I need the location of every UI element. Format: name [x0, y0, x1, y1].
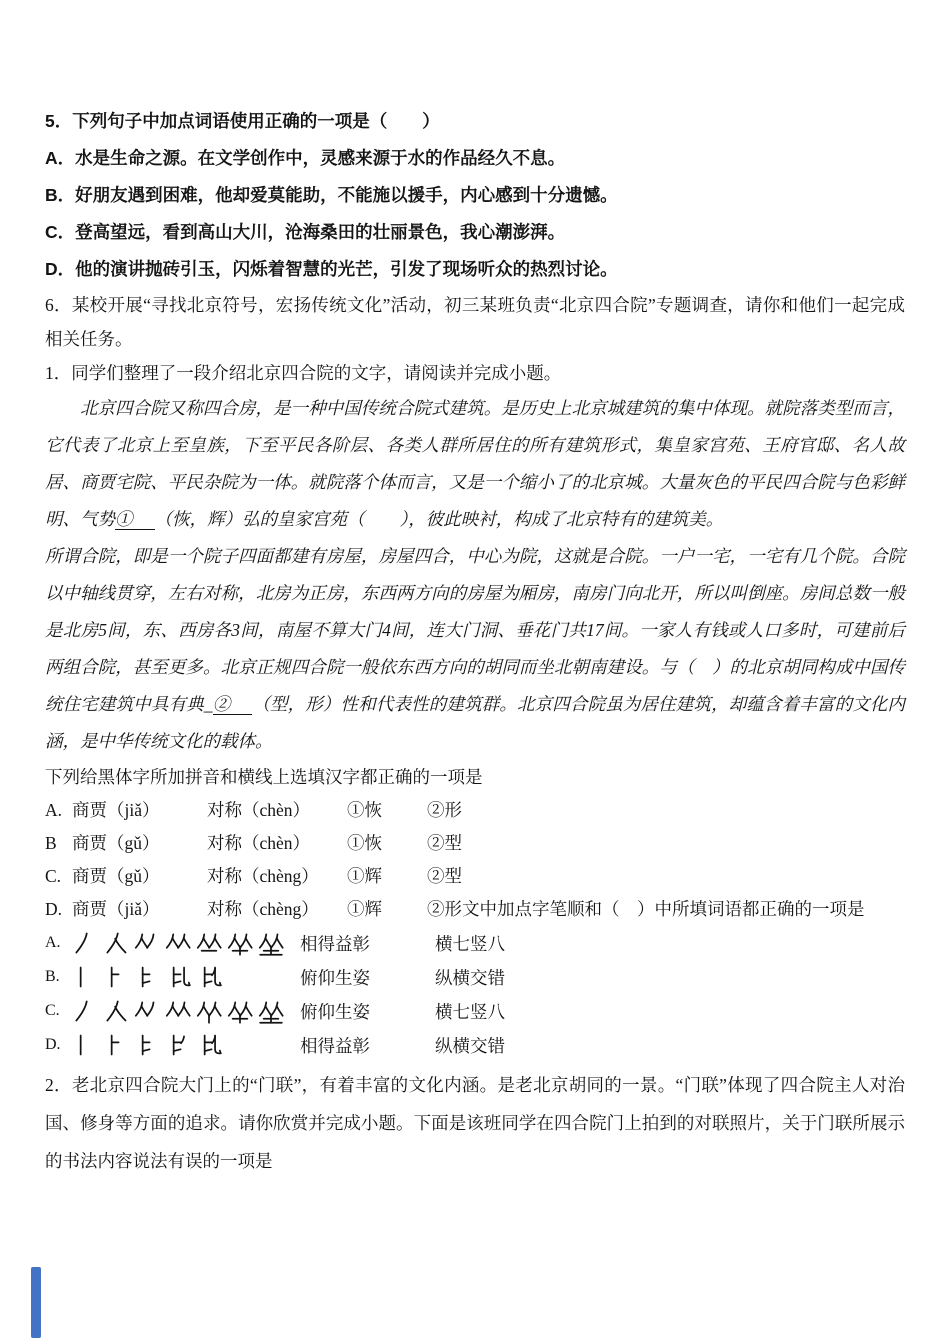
- passage-paragraph-1: [45, 390, 905, 538]
- blank-1-choice: ①恢: [347, 833, 382, 853]
- question-5-option-c: [45, 214, 905, 251]
- sub-question-1-heading: 下列给黑体字所加拼音和横线上选填汉字都正确的一项是: [45, 767, 483, 787]
- passage-text: （型，形）性和代表性的建筑群。北京四合院虽为居住建筑，却蕴含着丰富的文化内涵，是中华传统文化的载体。: [45, 694, 906, 751]
- question-5-option-a: [45, 140, 905, 177]
- idiom-2: 横七竖八: [435, 1001, 505, 1022]
- idiom-1: 俯仰生姿: [300, 1001, 370, 1022]
- option-text: 登高望远，看到高山大川，沧海桑田的壮丽景色，我心潮澎湃。: [75, 222, 566, 242]
- stroke-order-diagram-zuo: [72, 998, 300, 1024]
- option-label: C．: [45, 222, 76, 242]
- stroke-order-diagram-bei: [72, 1032, 300, 1058]
- run-on-text: 文中加点字笔顺和（ ）中所填词语都正确的一项是: [462, 899, 865, 919]
- option-label: D.: [45, 899, 63, 919]
- option-label: C.: [45, 866, 62, 886]
- passage-text: 所谓合院，即是一个院子四面都建有房屋，房屋四合，中心为院，这就是合院。一户一宅，一宅有几个院。合院以中轴线贯穿，左右对称，北房为正房，东西两方向的房屋为厢房，南房门向北开，所以叫倒座。房间总数一般是北房5间，东、西房各3间，南屋不算大门4间，连大门洞、垂花门共17间。一家人有钱或人口多时，可建前后两组合院，甚至更多。北京正规四合院一般依东西方向的胡同而坐北朝南建设。与（ ）的北京胡同构成中国传统住宅建筑中具有典_: [45, 546, 905, 714]
- pinyin-option-a: [45, 794, 905, 827]
- stroke-order-option-c: [45, 994, 905, 1028]
- option-label: A.: [45, 934, 61, 951]
- passage-text: 北京四合院又称四合房，是一种中国传统合院式建筑。是历史上北京城建筑的集中体现。就院落类型而言，它代表了北京上至皇族，下至平民各阶层、各类人群所居住的所有建筑形式，集皇家宫苑、王府官邸、名人故居、商贾宅院、平民杂院为一体。就院落个体而言，又是一个缩小了的北京城。大量灰色的平民四合院与色彩鲜明、气势: [45, 398, 905, 529]
- pinyin-duicheng: 对称（chèng）: [207, 866, 319, 886]
- option-label: B: [45, 833, 57, 853]
- pinyin-option-b: [45, 827, 905, 860]
- passage-paragraph-2: [45, 538, 905, 760]
- option-label: B.: [45, 968, 60, 985]
- stroke-order-diagram-zuo: [72, 930, 300, 956]
- pinyin-shangjia: 商贾（gǔ）: [72, 833, 160, 853]
- option-label: C.: [45, 1002, 60, 1019]
- option-label: A.: [45, 800, 63, 820]
- question-6-intro: 6．某校开展“寻找北京符号，宏扬传统文化”活动，初三某班负责“北京四合院”专题调查，请你和他们一起完成相关任务。: [45, 295, 905, 349]
- option-label: B．: [45, 185, 76, 205]
- pinyin-duicheng: 对称（chèn）: [207, 833, 311, 853]
- blank-1-choice: ①辉: [347, 899, 382, 919]
- blank-2-choice: ②型: [427, 866, 462, 886]
- blank-2-circled-number: ②: [213, 694, 253, 715]
- stroke-order-option-d: [45, 1028, 905, 1062]
- stroke-order-option-a: [45, 926, 905, 960]
- task-1-stem: 1．同学们整理了一段介绍北京四合院的文字，请阅读并完成小题。: [45, 363, 562, 383]
- passage-text: （恢，辉）弘的皇家宫苑（ ），彼此映衬，构成了北京特有的建筑美。: [154, 509, 724, 529]
- question-5-option-b: [45, 177, 905, 214]
- blank-1-choice: ①辉: [347, 866, 382, 886]
- idiom-2: 横七竖八: [435, 933, 505, 954]
- blank-2-choice: ②型: [427, 833, 462, 853]
- pinyin-option-c: [45, 860, 905, 893]
- option-label: D．: [45, 259, 76, 279]
- idiom-1: 相得益彰: [300, 933, 370, 954]
- idiom-2: 纵横交错: [435, 1035, 505, 1056]
- pinyin-duicheng: 对称（chèn）: [207, 800, 311, 820]
- question-5-stem: 5．下列句子中加点词语使用正确的一项是（ ）: [45, 111, 440, 131]
- question-5-option-d: [45, 251, 905, 288]
- idiom-2: 纵横交错: [435, 967, 505, 988]
- stroke-order-option-b: [45, 960, 905, 994]
- option-text: 他的演讲抛砖引玉，闪烁着智慧的光芒，引发了现场听众的热烈讨论。: [75, 259, 618, 279]
- pinyin-duicheng: 对称（chèng）: [207, 899, 319, 919]
- blank-1-circled-number: ①: [115, 509, 155, 530]
- task-2-stem: 2．老北京四合院大门上的“门联”，有着丰富的文化内涵。是老北京胡同的一景。“门联”体现了四合院主人对治国、修身等方面的追求。请你欣赏并完成小题。下面是该班同学在四合院门上拍到的对联照片，关于门联所展示的书法内容说法有误的一项是: [45, 1075, 905, 1171]
- option-label: D.: [45, 1036, 61, 1053]
- option-text: 水是生命之源。在文学创作中，灵感来源于水的作品经久不息。: [75, 148, 566, 168]
- pinyin-shangjia: 商贾（jiǎ）: [72, 899, 160, 919]
- option-label: A．: [45, 148, 76, 168]
- idiom-1: 俯仰生姿: [300, 967, 370, 988]
- blank-1-choice: ①恢: [347, 800, 382, 820]
- pinyin-shangjia: 商贾（gǔ）: [72, 866, 160, 886]
- pinyin-option-d: [45, 893, 905, 926]
- pinyin-shangjia: 商贾（jiǎ）: [72, 800, 160, 820]
- stroke-order-diagram-bei: [72, 964, 300, 990]
- blank-2-choice: ②形: [427, 899, 462, 919]
- text-cursor-bar: [31, 1267, 41, 1338]
- idiom-1: 相得益彰: [300, 1035, 370, 1056]
- option-text: 好朋友遇到困难，他却爱莫能助，不能施以援手，内心感到十分遗憾。: [75, 185, 618, 205]
- blank-2-choice: ②形: [427, 800, 462, 820]
